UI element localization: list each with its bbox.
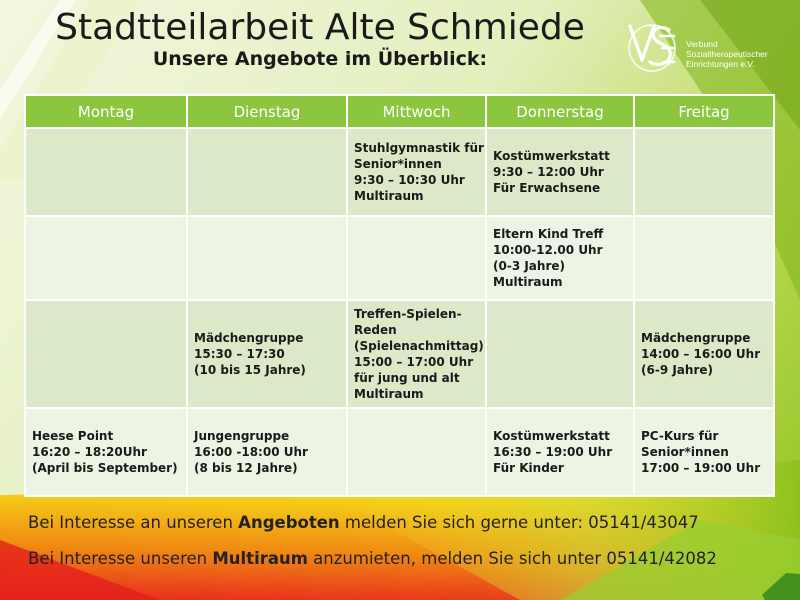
activity-detail: (0-3 Jahre)	[493, 259, 565, 273]
schedule-cell-wednesday	[347, 300, 486, 408]
activity-detail: Senior*innen	[354, 157, 442, 171]
activity-title: Stuhlgymnastik für	[354, 141, 484, 155]
activity-detail: 10:00-12.00 Uhr	[493, 243, 603, 257]
activity-detail: (Spielenachmittag)	[354, 339, 484, 353]
activity-detail: 9:30 – 10:30 Uhr	[354, 173, 465, 187]
activity-detail: 15:00 – 17:00 Uhr	[354, 355, 474, 369]
activity-title: Mädchengruppe	[641, 331, 751, 345]
schedule-table	[24, 94, 775, 497]
day-header-monday: Montag	[25, 95, 187, 128]
schedule-cell-monday	[25, 128, 187, 216]
schedule-cell-friday	[634, 128, 774, 216]
activity-detail: Multiraum	[493, 275, 563, 289]
schedule-cell-friday	[634, 300, 774, 408]
schedule-cell-thursday	[486, 128, 634, 216]
schedule-cell-tuesday	[187, 216, 347, 300]
day-header-wednesday: Mittwoch	[347, 95, 486, 128]
contact-line-emphasis: Angeboten	[238, 513, 340, 532]
schedule-row	[25, 128, 774, 216]
logo-text	[686, 39, 768, 69]
activity-title: Mädchengruppe	[194, 331, 304, 345]
activity-title: PC-Kurs für	[641, 429, 719, 443]
slide-title: Stadtteilarbeit Alte Schmiede	[55, 7, 585, 48]
contact-line-offers	[28, 513, 699, 532]
day-header-thursday: Donnerstag	[486, 95, 634, 128]
schedule-cell-wednesday	[347, 216, 486, 300]
contact-line-multiraum	[28, 549, 717, 568]
activity-detail: 16:30 – 19:00 Uhr	[493, 445, 613, 459]
activity-title: Kostümwerkstatt	[493, 149, 610, 163]
schedule-cell-monday	[25, 300, 187, 408]
activity-detail: 16:20 – 18:20Uhr	[32, 445, 147, 459]
activity-detail: 14:00 – 16:00 Uhr	[641, 347, 761, 361]
logo-text-line: Verbund	[686, 39, 718, 49]
activity-detail: (April bis September)	[32, 461, 178, 475]
schedule-cell-monday	[25, 216, 187, 300]
activity-detail: 9:30 – 12:00 Uhr	[493, 165, 604, 179]
day-header-friday: Freitag	[634, 95, 774, 128]
activity-detail: Reden	[354, 323, 397, 337]
activity-title: Treffen-Spielen-	[354, 307, 462, 321]
schedule-row	[25, 300, 774, 408]
activity-title: Eltern Kind Treff	[493, 227, 604, 241]
activity-detail: Multiraum	[354, 189, 424, 203]
schedule-header-row	[25, 95, 774, 128]
contact-line-text: Bei Interesse unseren	[28, 549, 213, 568]
schedule-cell-friday	[634, 216, 774, 300]
activity-title: Heese Point	[32, 429, 114, 443]
logo-text-line: Einrichtungen e.V.	[686, 59, 755, 69]
contact-line-text: melden Sie sich gerne unter: 05141/43047	[339, 513, 699, 532]
schedule-cell-tuesday	[187, 300, 347, 408]
schedule-cell-thursday	[486, 408, 634, 496]
slide-subtitle: Unsere Angebote im Überblick:	[152, 48, 488, 70]
slide-header	[20, 6, 620, 70]
vse-logo	[626, 16, 796, 80]
activity-detail: 16:00 -18:00 Uhr	[194, 445, 308, 459]
schedule-row	[25, 216, 774, 300]
day-header-tuesday: Dienstag	[187, 95, 347, 128]
schedule-cell-thursday	[486, 300, 634, 408]
schedule-cell-wednesday	[347, 408, 486, 496]
activity-detail: (8 bis 12 Jahre)	[194, 461, 298, 475]
schedule-cell-tuesday	[187, 128, 347, 216]
schedule-row	[25, 408, 774, 496]
activity-detail: Für Erwachsene	[493, 181, 601, 195]
activity-title: Kostümwerkstatt	[493, 429, 610, 443]
logo-text-line: Sozialtherapeutischer	[686, 49, 768, 59]
schedule-cell-wednesday	[347, 128, 486, 216]
schedule-cell-thursday	[486, 216, 634, 300]
activity-detail: (6-9 Jahre)	[641, 363, 713, 377]
activity-detail: 15:30 – 17:30	[194, 347, 285, 361]
contact-line-text: Bei Interesse an unseren	[28, 513, 239, 532]
activity-detail: Für Kinder	[493, 461, 564, 475]
activity-detail: (10 bis 15 Jahre)	[194, 363, 306, 377]
activity-detail: für jung und alt	[354, 371, 460, 385]
schedule-cell-tuesday	[187, 408, 347, 496]
schedule-body	[25, 128, 774, 496]
schedule-cell-friday	[634, 408, 774, 496]
contact-line-text: anzumieten, melden Sie sich unter 05141/42082	[307, 549, 717, 568]
schedule-cell-monday	[25, 408, 187, 496]
contact-line-emphasis: Multiraum	[212, 549, 308, 568]
activity-detail: 17:00 – 19:00 Uhr	[641, 461, 761, 475]
vse-logo-icon	[626, 20, 684, 76]
activity-detail: Senior*innen	[641, 445, 729, 459]
activity-title: Jungengruppe	[194, 429, 290, 443]
activity-detail: Multiraum	[354, 387, 424, 401]
